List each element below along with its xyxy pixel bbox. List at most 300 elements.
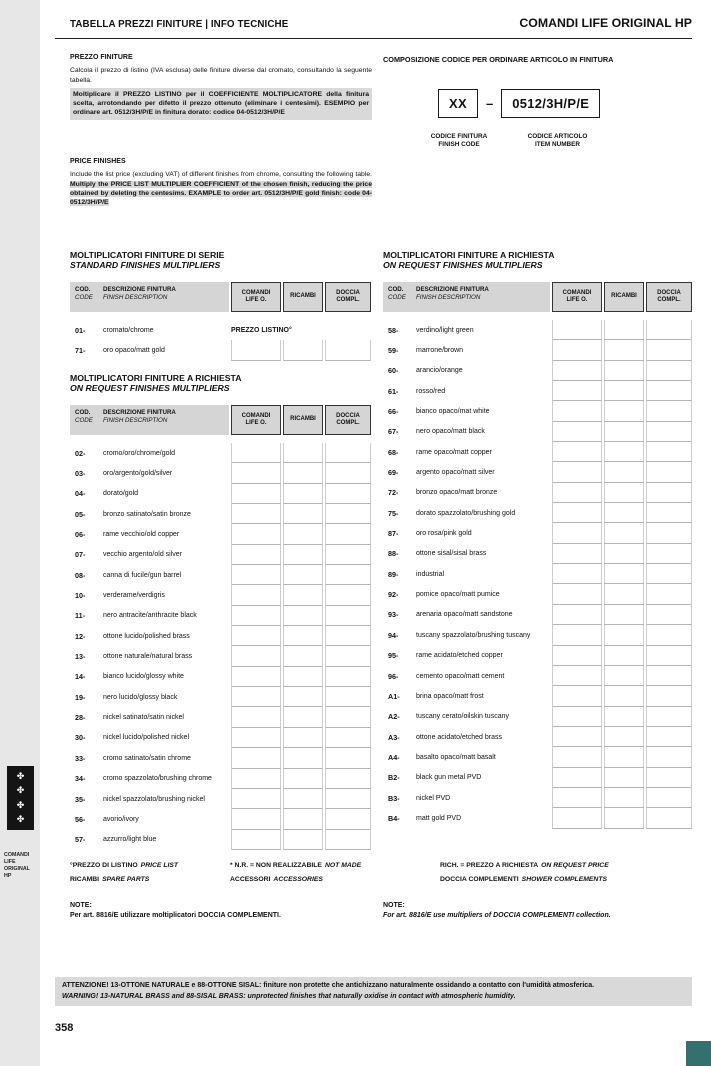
finish-code: 89- xyxy=(388,569,399,579)
finish-code: 92- xyxy=(388,590,399,600)
sidebar-label-line: LIFE ORIGINAL xyxy=(4,859,30,872)
value-cell-comandi xyxy=(552,523,602,543)
value-cell-doccia xyxy=(646,462,692,482)
value-cell-comandi xyxy=(552,788,602,808)
value-cell-doccia xyxy=(325,443,371,463)
finish-code: 13- xyxy=(75,652,86,662)
finish-code: 59- xyxy=(388,346,399,356)
finish-code: 94- xyxy=(388,630,399,640)
value-cell-doccia xyxy=(325,809,371,829)
finish-row xyxy=(70,565,371,585)
value-cell-doccia xyxy=(646,727,692,747)
finish-description: dorato spazzolato/brushing gold xyxy=(416,509,516,517)
value-cell-ricambi xyxy=(604,361,644,381)
value-cell-ricambi xyxy=(283,687,323,707)
value-cell-doccia xyxy=(646,768,692,788)
value-cell-doccia xyxy=(646,584,692,604)
value-cell-comandi xyxy=(231,667,281,687)
value-cell-doccia xyxy=(646,544,692,564)
value-cell-doccia xyxy=(646,503,692,523)
table-title-en: ON REQUEST FINISHES MULTIPLIERS xyxy=(383,260,543,270)
legend-group xyxy=(440,862,609,890)
value-cell-doccia xyxy=(646,483,692,503)
value-cell-comandi xyxy=(552,422,602,442)
finish-row xyxy=(70,340,371,360)
code-separator: – xyxy=(485,96,494,111)
value-cell-comandi xyxy=(231,340,281,360)
value-cell-comandi xyxy=(231,728,281,748)
value-cell-ricambi xyxy=(604,462,644,482)
value-cell-doccia xyxy=(325,504,371,524)
on-request-finishes-table-left xyxy=(70,373,371,850)
value-cell-ricambi xyxy=(283,443,323,463)
finish-code: 67- xyxy=(388,427,399,437)
finish-row xyxy=(70,667,371,687)
value-cell-ricambi xyxy=(604,422,644,442)
section-heading-it: PREZZO FINITURE xyxy=(70,54,133,61)
finish-code: 33- xyxy=(75,753,86,763)
value-cell-doccia xyxy=(325,626,371,646)
legend-line: DOCCIA COMPLEMENTI SHOWER COMPLEMENTS xyxy=(440,876,608,883)
finish-row xyxy=(70,463,371,483)
finish-code: 95- xyxy=(388,651,399,661)
value-cell-doccia xyxy=(646,646,692,666)
finish-description: arancio/orange xyxy=(416,367,463,375)
value-cell-comandi xyxy=(231,504,281,524)
finish-code-label xyxy=(414,133,504,149)
finish-code: 28- xyxy=(75,713,86,723)
finish-description: bronzo satinato/satin bronze xyxy=(103,510,191,518)
finish-description: nero lucido/glossy black xyxy=(103,693,178,701)
finish-row xyxy=(383,381,692,401)
finish-code-box: XX xyxy=(438,89,478,118)
value-cell-comandi xyxy=(552,544,602,564)
finish-code: 08- xyxy=(75,570,86,580)
value-cell-doccia xyxy=(325,667,371,687)
standard-finishes-table xyxy=(70,250,371,361)
highlighted-instructions-en: Multiply the PRICE LIST MULTIPLIER COEFFICIENT of the chosen finish, reducing the price obtained by deleting the centesims. EXAMPLE to order art. 0512/3H/P/E gold finish: code 04-0512/3H/P/E xyxy=(70,180,372,207)
value-cell-doccia xyxy=(646,808,692,828)
finish-code: B2- xyxy=(388,773,400,783)
finish-code: 72- xyxy=(388,488,399,498)
finish-row xyxy=(70,789,371,809)
value-cell-doccia xyxy=(646,564,692,584)
value-cell-comandi xyxy=(552,503,602,523)
value-cell-ricambi xyxy=(604,340,644,360)
value-cell-comandi xyxy=(231,545,281,565)
finish-row xyxy=(70,524,371,544)
finish-description: rame vecchio/old copper xyxy=(103,531,180,539)
finish-code-label-it: CODICE FINITURA xyxy=(430,133,488,140)
header-ricambi: RICAMBI xyxy=(283,405,323,435)
finish-description: industrial xyxy=(416,570,445,578)
note-body: Per art. 8816/E utilizzare moltiplicatori DOCCIA COMPLEMENTI. xyxy=(70,912,281,919)
header-comandi-life: COMANDI LIFE O. xyxy=(231,282,281,312)
value-cell-doccia xyxy=(325,707,371,727)
value-cell-doccia xyxy=(325,545,371,565)
value-cell-ricambi xyxy=(283,789,323,809)
value-cell-comandi xyxy=(231,524,281,544)
finish-description: rame opaco/matt copper xyxy=(416,448,492,456)
finish-code: B3- xyxy=(388,793,400,803)
header-cod-desc: COD. CODE DESCRIZIONE FINITURA FINISH DESCRIPTION xyxy=(383,282,550,312)
value-cell-ricambi xyxy=(283,748,323,768)
value-cell-doccia xyxy=(646,401,692,421)
value-cell-comandi xyxy=(552,340,602,360)
finish-row xyxy=(383,401,692,421)
value-cell-comandi xyxy=(231,809,281,829)
finish-description: black gun metal PVD xyxy=(416,774,482,782)
value-cell-ricambi xyxy=(604,564,644,584)
table-title-en: STANDARD FINISHES MULTIPLIERS xyxy=(70,260,221,270)
finish-code: 75- xyxy=(388,508,399,518)
note-heading: NOTE: xyxy=(70,902,92,909)
finish-code: 14- xyxy=(75,672,86,682)
legend-group xyxy=(230,862,440,890)
finish-description: rame acidato/etched copper xyxy=(416,652,503,660)
table-title-it: MOLTIPLICATORI FINITURE A RICHIESTA xyxy=(383,250,555,260)
value-cell-ricambi xyxy=(283,809,323,829)
item-code-box: 0512/3H/P/E xyxy=(501,89,600,118)
finish-row xyxy=(383,462,692,482)
finish-description: ottone acidato/etched brass xyxy=(416,733,503,741)
finish-row xyxy=(70,748,371,768)
value-cell-doccia xyxy=(646,442,692,462)
value-cell-ricambi xyxy=(604,401,644,421)
value-cell-ricambi xyxy=(604,666,644,686)
value-cell-ricambi xyxy=(604,483,644,503)
finish-description: verderame/verdigris xyxy=(103,592,165,600)
finish-row xyxy=(383,686,692,706)
header-ricambi: RICAMBI xyxy=(283,282,323,312)
oxidation-warning-box xyxy=(55,977,692,1006)
value-cell-doccia xyxy=(646,707,692,727)
value-cell-doccia xyxy=(325,524,371,544)
value-cell-comandi xyxy=(231,565,281,585)
header-divider xyxy=(55,38,692,39)
finish-description: oro/argento/gold/silver xyxy=(103,470,173,478)
finish-row xyxy=(70,769,371,789)
header-ricambi: RICAMBI xyxy=(604,282,644,312)
finish-row xyxy=(70,809,371,829)
legend-line: ACCESSORI ACCESSORIES xyxy=(230,876,323,883)
finish-row xyxy=(383,625,692,645)
value-cell-doccia xyxy=(646,666,692,686)
finish-row xyxy=(70,484,371,504)
value-cell-ricambi xyxy=(283,565,323,585)
table-title-en: ON REQUEST FINISHES MULTIPLIERS xyxy=(70,383,230,393)
page-edge-sidebar xyxy=(0,0,40,1066)
finish-code: A3- xyxy=(388,732,400,742)
finish-description: bianco opaco/mat white xyxy=(416,408,490,416)
price-finishes-section xyxy=(70,157,372,207)
finish-row xyxy=(383,747,692,767)
value-cell-comandi xyxy=(231,769,281,789)
finish-code: 60- xyxy=(388,366,399,376)
value-cell-ricambi xyxy=(604,686,644,706)
value-cell-doccia xyxy=(325,687,371,707)
finish-description: pomice opaco/matt pumice xyxy=(416,591,500,599)
collection-title: COMANDI LIFE ORIGINAL HP xyxy=(519,16,692,30)
table-header-row xyxy=(70,405,371,435)
finish-code: 19- xyxy=(75,692,86,702)
finish-description: nickel PVD xyxy=(416,794,451,802)
finish-row xyxy=(70,728,371,748)
finish-row xyxy=(383,646,692,666)
value-cell-ricambi xyxy=(283,769,323,789)
finish-code: 88- xyxy=(388,549,399,559)
value-cell-comandi xyxy=(552,666,602,686)
section-body-it: Calcola il prezzo di listino (IVA esclusa) delle finiture diverse dal cromato, consultando la seguente tabella. xyxy=(70,67,372,84)
finish-code: 58- xyxy=(388,325,399,335)
value-cell-comandi xyxy=(231,707,281,727)
value-cell-ricambi xyxy=(604,503,644,523)
value-cell-doccia xyxy=(325,830,371,850)
finish-description: azzurro/light blue xyxy=(103,836,157,844)
finish-description: ottone naturale/natural brass xyxy=(103,653,193,661)
finish-row xyxy=(70,830,371,850)
finish-code: 06- xyxy=(75,530,86,540)
finish-row xyxy=(383,666,692,686)
finish-row xyxy=(383,768,692,788)
finish-description: nickel lucido/polished nickel xyxy=(103,734,189,742)
value-cell-ricambi xyxy=(604,605,644,625)
value-cell-doccia xyxy=(325,565,371,585)
value-cell-comandi xyxy=(552,808,602,828)
ornament-icon: ✤ xyxy=(16,785,25,796)
sidebar-label-line: COMANDI xyxy=(4,852,30,858)
value-cell-comandi xyxy=(552,320,602,340)
value-cell-ricambi xyxy=(604,747,644,767)
value-cell-ricambi xyxy=(283,707,323,727)
ornament-icon: ✤ xyxy=(16,799,25,810)
finish-description: matt gold PVD xyxy=(416,814,462,822)
header-comandi-life: COMANDI LIFE O. xyxy=(552,282,602,312)
value-cell-comandi xyxy=(231,484,281,504)
value-cell-doccia xyxy=(646,686,692,706)
table-title-it: MOLTIPLICATORI FINITURE A RICHIESTA xyxy=(70,373,242,383)
ornament-icon: ✤ xyxy=(16,814,25,825)
code-composition-heading: COMPOSIZIONE CODICE PER ORDINARE ARTICOLO IN FINITURA xyxy=(383,55,614,64)
value-cell-ricambi xyxy=(283,667,323,687)
ornament-icon: ✤ xyxy=(16,770,25,781)
sidebar-label-line: HP xyxy=(4,873,12,879)
value-cell-ricambi xyxy=(604,523,644,543)
note-it xyxy=(70,901,370,921)
finish-description: basalto opaco/matt basalt xyxy=(416,753,496,761)
value-cell-doccia xyxy=(325,769,371,789)
value-cell-ricambi xyxy=(604,625,644,645)
corner-color-tab xyxy=(686,1041,711,1066)
header-doccia-compl: DOCCIA COMPL. xyxy=(325,405,371,435)
finish-code: 87- xyxy=(388,529,399,539)
highlighted-instructions-it: Moltiplicare il PREZZO LISTINO per il COEFFICIENTE MOLTIPLICATORE della finitura scelta, arrotondando per difetto il prezzo ottenuto (eliminare i centesimi). ESEMPIO per ordinare art. 0512/3H/P/E in finitura dorato: codice 04-0512/3H/P/E xyxy=(70,88,372,120)
value-cell-ricambi xyxy=(604,727,644,747)
finish-code: 93- xyxy=(388,610,399,620)
finish-description: oro rosa/pink gold xyxy=(416,530,472,538)
value-cell-comandi xyxy=(231,687,281,707)
finish-code: 56- xyxy=(75,814,86,824)
value-cell-doccia xyxy=(325,484,371,504)
finish-description: nero antracite/anthracite black xyxy=(103,612,197,620)
value-cell-doccia xyxy=(325,340,371,360)
header-cod-desc: COD. CODE DESCRIZIONE FINITURA FINISH DESCRIPTION xyxy=(70,282,229,312)
value-cell-doccia xyxy=(646,747,692,767)
finish-code: 10- xyxy=(75,591,86,601)
value-cell-comandi xyxy=(552,707,602,727)
table-title-it: MOLTIPLICATORI FINITURE DI SERIE xyxy=(70,250,225,260)
value-cell-comandi xyxy=(552,747,602,767)
finish-row xyxy=(383,788,692,808)
finish-code: 04- xyxy=(75,489,86,499)
value-cell-comandi xyxy=(231,443,281,463)
finish-code-label-en: FINISH CODE xyxy=(438,141,480,149)
finish-code: 71- xyxy=(75,346,86,356)
finish-row xyxy=(70,626,371,646)
finish-description: nickel satinato/satin nickel xyxy=(103,714,184,722)
value-cell-comandi xyxy=(552,625,602,645)
value-cell-comandi xyxy=(552,401,602,421)
finish-row xyxy=(70,687,371,707)
value-cell-comandi xyxy=(231,606,281,626)
value-cell-doccia xyxy=(646,523,692,543)
finish-description: ottone lucido/polished brass xyxy=(103,632,190,640)
value-cell-doccia xyxy=(646,422,692,442)
finish-description: tuscany spazzolato/brushing tuscany xyxy=(416,631,531,639)
value-cell-doccia xyxy=(325,463,371,483)
value-cell-ricambi xyxy=(604,768,644,788)
value-cell-doccia xyxy=(325,748,371,768)
table-body xyxy=(383,320,692,829)
value-cell-comandi xyxy=(552,686,602,706)
warning-text-it: ATTENZIONE! 13-OTTONE NATURALE e 88-OTTONE SISAL: finiture non protette che antichizzano naturalmente ossidando a contatto con l'umidità atmosferica. xyxy=(62,982,595,989)
finish-code: 68- xyxy=(388,447,399,457)
finish-description: cemento opaco/matt cement xyxy=(416,672,505,680)
item-code-label-it: CODICE ARTICOLO xyxy=(527,133,588,140)
finish-row xyxy=(383,320,692,340)
finish-code: A4- xyxy=(388,752,400,762)
on-request-finishes-table-right xyxy=(383,250,692,829)
value-cell-doccia xyxy=(325,728,371,748)
value-cell-doccia xyxy=(325,646,371,666)
value-cell-ricambi xyxy=(283,728,323,748)
item-code-label-en: ITEM NUMBER xyxy=(534,141,581,149)
value-cell-comandi xyxy=(552,768,602,788)
finish-row xyxy=(70,443,371,463)
finish-code: 96- xyxy=(388,671,399,681)
finish-row xyxy=(70,545,371,565)
legend-line: * N.R. = NON REALIZZABILE NOT MADE xyxy=(230,862,362,869)
finish-description: ottone sisal/sisal brass xyxy=(416,550,487,558)
finish-code: 66- xyxy=(388,407,399,417)
finish-row xyxy=(383,605,692,625)
value-cell-ricambi xyxy=(283,340,323,360)
header-cod-desc: COD. CODE DESCRIZIONE FINITURA FINISH DESCRIPTION xyxy=(70,405,229,435)
finish-row xyxy=(383,340,692,360)
finish-row xyxy=(70,320,371,340)
finish-description: cromo spazzolato/brushing chrome xyxy=(103,775,212,783)
finish-description: verdino/light green xyxy=(416,326,474,334)
value-cell-doccia xyxy=(646,381,692,401)
finish-description: brina opaco/matt frost xyxy=(416,692,484,700)
note-body: For art. 8816/E use multipliers of DOCCIA COMPLEMENTI collection. xyxy=(383,912,611,919)
finish-description: bronzo opaco/matt bronze xyxy=(416,489,498,497)
header-comandi-life: COMANDI LIFE O. xyxy=(231,405,281,435)
value-cell-ricambi xyxy=(604,544,644,564)
finish-description: nero opaco/matt black xyxy=(416,428,485,436)
price-list-note: PREZZO LISTINO° xyxy=(231,326,292,334)
finish-row xyxy=(383,564,692,584)
finish-code: 35- xyxy=(75,794,86,804)
value-cell-comandi xyxy=(231,585,281,605)
value-cell-comandi xyxy=(231,646,281,666)
finish-row xyxy=(383,808,692,828)
warning-text-en: WARNING! 13-NATURAL BRASS and 88-SISAL BRASS: unprotected finishes that naturally oxidise in contact with atmospheric humidity. xyxy=(62,992,516,1000)
code-composition-diagram xyxy=(383,89,600,118)
finish-row xyxy=(383,503,692,523)
value-cell-comandi xyxy=(552,727,602,747)
finish-code: A2- xyxy=(388,712,400,722)
finish-description: rosso/red xyxy=(416,387,446,395)
value-cell-ricambi xyxy=(604,320,644,340)
value-cell-ricambi xyxy=(283,830,323,850)
finish-description: vecchio argento/old silver xyxy=(103,551,182,559)
finish-row xyxy=(383,544,692,564)
value-cell-comandi xyxy=(552,381,602,401)
value-cell-ricambi xyxy=(604,707,644,727)
value-cell-comandi xyxy=(231,626,281,646)
page-number: 358 xyxy=(55,1022,74,1034)
finish-row xyxy=(383,584,692,604)
value-cell-ricambi xyxy=(604,788,644,808)
value-cell-comandi xyxy=(552,646,602,666)
section-body-en xyxy=(70,170,372,207)
finish-row xyxy=(70,707,371,727)
value-cell-ricambi xyxy=(283,484,323,504)
value-cell-comandi xyxy=(552,462,602,482)
finish-description: cromato/chrome xyxy=(103,326,154,334)
finish-row xyxy=(383,523,692,543)
value-cell-doccia xyxy=(646,340,692,360)
value-cell-ricambi xyxy=(604,808,644,828)
finish-description: bianco lucido/glossy white xyxy=(103,673,184,681)
value-cell-comandi xyxy=(231,748,281,768)
finish-row xyxy=(70,606,371,626)
finish-description: cromo satinato/satin chrome xyxy=(103,754,191,762)
finish-code: 02- xyxy=(75,448,86,458)
header-doccia-compl: DOCCIA COMPL. xyxy=(646,282,692,312)
finish-code: 03- xyxy=(75,469,86,479)
body-text: Include the list price (excluding VAT) of different finishes from chrome, consulting the following table. xyxy=(70,171,372,179)
finish-code: 11- xyxy=(75,611,85,621)
value-cell-ricambi xyxy=(283,545,323,565)
finish-code: 01- xyxy=(75,325,86,335)
value-cell-ricambi xyxy=(283,646,323,666)
table-body xyxy=(70,320,371,361)
page-title: TABELLA PREZZI FINITURE | INFO TECNICHE xyxy=(70,19,289,30)
finish-description: argento opaco/matt silver xyxy=(416,469,495,477)
finish-code: A1- xyxy=(388,691,400,701)
value-cell-comandi xyxy=(552,584,602,604)
value-cell-doccia xyxy=(646,788,692,808)
finish-row xyxy=(70,646,371,666)
finish-description: canna di fucile/gun barrel xyxy=(103,571,182,579)
note-en xyxy=(383,901,683,921)
value-cell-comandi xyxy=(231,463,281,483)
value-cell-comandi xyxy=(231,789,281,809)
value-cell-comandi xyxy=(552,361,602,381)
finish-row xyxy=(70,504,371,524)
